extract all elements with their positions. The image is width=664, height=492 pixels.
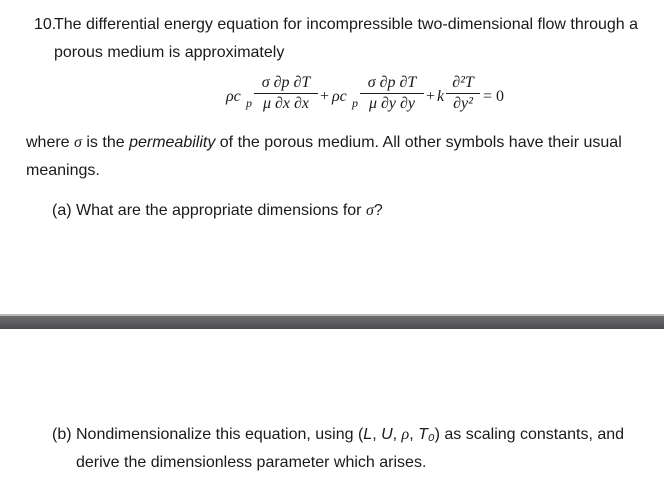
question-text-line2: porous medium is approximately [54, 44, 285, 61]
equals-zero: = 0 [483, 88, 505, 105]
fraction-2-numerator: σ ∂p ∂T [367, 74, 417, 91]
fraction-2-denominator: μ ∂y ∂y [368, 95, 416, 112]
energy-equation [226, 74, 526, 124]
rho-cp-term-1: ρc [226, 88, 241, 105]
subscript-p-1: p [246, 96, 252, 110]
comma-1: , [372, 426, 382, 443]
where-text-2: is the [81, 134, 130, 151]
scale-U: U [381, 426, 393, 443]
k-coefficient: k [437, 88, 445, 105]
part-a-text: (a) What are the appropriate dimensions for [52, 202, 366, 219]
fraction-3-denominator: ∂y² [453, 95, 473, 112]
where-line1 [26, 134, 622, 152]
fraction-1 [254, 74, 318, 113]
scale-rho: ρ [401, 426, 410, 443]
part-b-line1 [52, 426, 624, 444]
where-text-3: of the porous medium. All other symbols have their usual [215, 134, 622, 151]
plus-sign-1: + [320, 88, 330, 105]
permeability-term: permeability [129, 134, 216, 151]
plus-sign-2: + [426, 88, 436, 105]
fraction-1-numerator: σ ∂p ∂T [261, 74, 311, 91]
where-text-1: where [26, 134, 75, 151]
scale-L: L [363, 426, 373, 443]
part-b-line2: derive the dimensionless parameter which arises. [76, 454, 427, 471]
sigma-symbol: σ [74, 134, 82, 151]
section-divider [0, 316, 664, 329]
fraction-1-denominator: μ ∂x ∂x [262, 95, 310, 112]
where-line2: meanings. [26, 162, 100, 179]
fraction-2 [360, 74, 424, 113]
scale-T0: T₀ [418, 426, 435, 443]
part-a [52, 202, 383, 220]
part-b-text-2: ) as scaling constants, and [434, 426, 625, 443]
fraction-3-numerator: ∂²T [452, 74, 474, 91]
part-a-end: ? [373, 202, 383, 219]
subscript-p-2: p [352, 96, 358, 110]
part-a-sigma: σ [365, 202, 374, 219]
fraction-3 [446, 74, 480, 113]
question-text-line1: The differential energy equation for incompressible two-dimensional flow through a [54, 16, 639, 33]
comma-2: , [392, 426, 402, 443]
comma-3: , [409, 426, 419, 443]
part-b-text-1: (b) Nondimensionalize this equation, using ( [52, 426, 364, 443]
question-number: 10. [34, 16, 57, 33]
rho-cp-term-2: ρc [332, 88, 347, 105]
